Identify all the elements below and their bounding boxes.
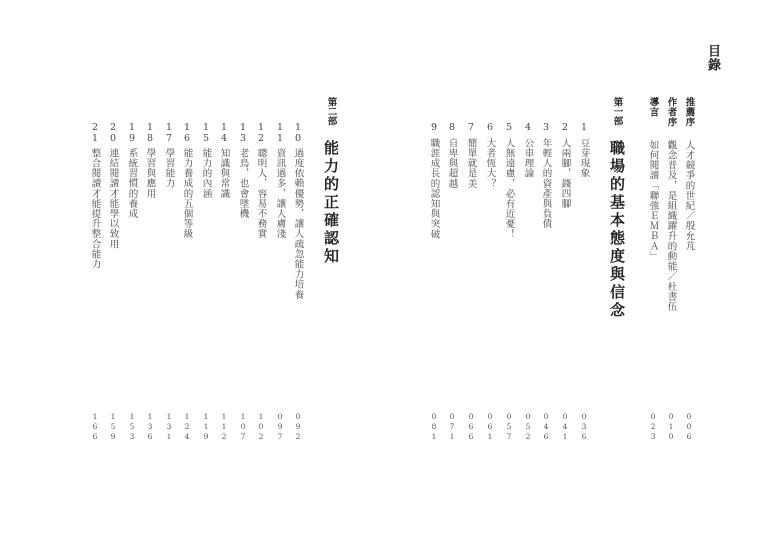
chapter-number: 20 bbox=[107, 122, 119, 144]
chapter-page-number: 046 bbox=[541, 412, 551, 442]
chapter-number: 1 bbox=[578, 122, 590, 133]
chapter-number: 3 bbox=[540, 122, 552, 133]
front-entry-title[interactable]: 觀念普及，是組織躍升的動能／杜書伍 bbox=[665, 140, 677, 312]
chapter-title[interactable]: 老鳥，也會墜機 bbox=[237, 148, 249, 219]
chapter-title[interactable]: 過度依賴優勢，讓人疏忽能力培養 bbox=[292, 148, 304, 300]
chapter-number: 14 bbox=[218, 122, 230, 144]
chapter-page-number: 036 bbox=[579, 412, 589, 442]
chapter-title[interactable]: 人無遠慮，必有近憂！ bbox=[503, 138, 515, 239]
chapter-page-number: 159 bbox=[108, 412, 118, 442]
front-entry-title[interactable]: 人才競爭的世紀／殷允芃 bbox=[683, 140, 695, 252]
chapter-page-number: 071 bbox=[447, 412, 457, 442]
chapter-title[interactable]: 職涯成長的認知與突破 bbox=[428, 138, 440, 239]
chapter-number: 5 bbox=[503, 122, 515, 133]
front-label: 導言 bbox=[647, 97, 659, 117]
chapter-title[interactable]: 年輕人的資產與負債 bbox=[540, 138, 552, 229]
chapter-title[interactable]: 聰明人，容易不務實 bbox=[255, 148, 267, 239]
chapter-page-number: 112 bbox=[219, 412, 229, 442]
chapter-title[interactable]: 知識與常識 bbox=[218, 148, 230, 199]
chapter-page-number: 052 bbox=[523, 412, 533, 442]
chapter-title[interactable]: 大者恆大？ bbox=[484, 138, 496, 189]
chapter-title[interactable]: 自卑與超越 bbox=[446, 138, 458, 189]
chapter-title[interactable]: 學習與應用 bbox=[144, 148, 156, 199]
chapter-page-number: 081 bbox=[429, 412, 439, 442]
chapter-title[interactable]: 連結閱讀才能學以致用 bbox=[107, 148, 119, 249]
chapter-number: 4 bbox=[522, 122, 534, 133]
chapter-title[interactable]: 人兩腳，錢四腳 bbox=[559, 138, 571, 209]
chapter-number: 7 bbox=[465, 122, 477, 133]
chapter-title[interactable]: 公車理論 bbox=[522, 138, 534, 179]
chapter-page-number: 153 bbox=[127, 412, 137, 442]
chapter-number: 10 bbox=[292, 122, 304, 144]
chapter-title[interactable]: 豆芽現象 bbox=[578, 138, 590, 179]
chapter-number: 19 bbox=[126, 122, 138, 144]
chapter-number: 2 bbox=[559, 122, 571, 133]
front-page-number: 006 bbox=[684, 412, 694, 442]
chapter-number: 6 bbox=[484, 122, 496, 133]
chapter-number: 12 bbox=[255, 122, 267, 144]
chapter-title[interactable]: 能力養成的五個等級 bbox=[181, 148, 193, 239]
chapter-number: 13 bbox=[237, 122, 249, 144]
front-label: 作者序 bbox=[665, 97, 677, 127]
chapter-page-number: 057 bbox=[504, 412, 514, 442]
front-page-number: 010 bbox=[666, 412, 676, 442]
chapter-page-number: 061 bbox=[485, 412, 495, 442]
chapter-number: 17 bbox=[163, 122, 175, 144]
chapter-number: 21 bbox=[89, 122, 101, 144]
chapter-title[interactable]: 資訊過多，讓人膚淺 bbox=[274, 148, 286, 239]
chapter-page-number: 107 bbox=[238, 412, 248, 442]
chapter-page-number: 124 bbox=[182, 412, 192, 442]
chapter-number: 18 bbox=[144, 122, 156, 144]
chapter-number: 15 bbox=[200, 122, 212, 144]
front-label: 推薦序 bbox=[683, 97, 695, 127]
front-page-number: 023 bbox=[648, 412, 658, 442]
part-label: 第二部 bbox=[325, 97, 337, 126]
chapter-number: 9 bbox=[428, 122, 440, 133]
chapter-page-number: 136 bbox=[145, 412, 155, 442]
toc-title: 目錄 bbox=[705, 44, 720, 72]
chapter-page-number: 166 bbox=[90, 412, 100, 442]
chapter-page-number: 097 bbox=[275, 412, 285, 442]
chapter-page-number: 092 bbox=[293, 412, 303, 442]
chapter-number: 11 bbox=[274, 122, 286, 144]
part-label: 第一部 bbox=[611, 97, 623, 126]
chapter-number: 8 bbox=[446, 122, 458, 133]
chapter-page-number: 041 bbox=[560, 412, 570, 442]
chapter-page-number: 066 bbox=[466, 412, 476, 442]
chapter-title[interactable]: 系統習慣的養成 bbox=[126, 148, 138, 219]
chapter-page-number: 131 bbox=[164, 412, 174, 442]
chapter-page-number: 102 bbox=[256, 412, 266, 442]
chapter-title[interactable]: 能力的內涵 bbox=[200, 148, 212, 199]
chapter-title[interactable]: 簡單就是美 bbox=[465, 138, 477, 189]
part-title: 職場的基本態度與信念 bbox=[608, 140, 626, 320]
chapter-page-number: 119 bbox=[201, 412, 211, 442]
front-entry-title[interactable]: 如何閱讀「聯強ＥＭＢＡ」 bbox=[647, 140, 659, 262]
chapter-title[interactable]: 整合閱讀才能提升整合能力 bbox=[89, 148, 101, 270]
part-title: 能力的正確認知 bbox=[322, 140, 340, 266]
chapter-number: 16 bbox=[181, 122, 193, 144]
chapter-title[interactable]: 學習能力 bbox=[163, 148, 175, 189]
